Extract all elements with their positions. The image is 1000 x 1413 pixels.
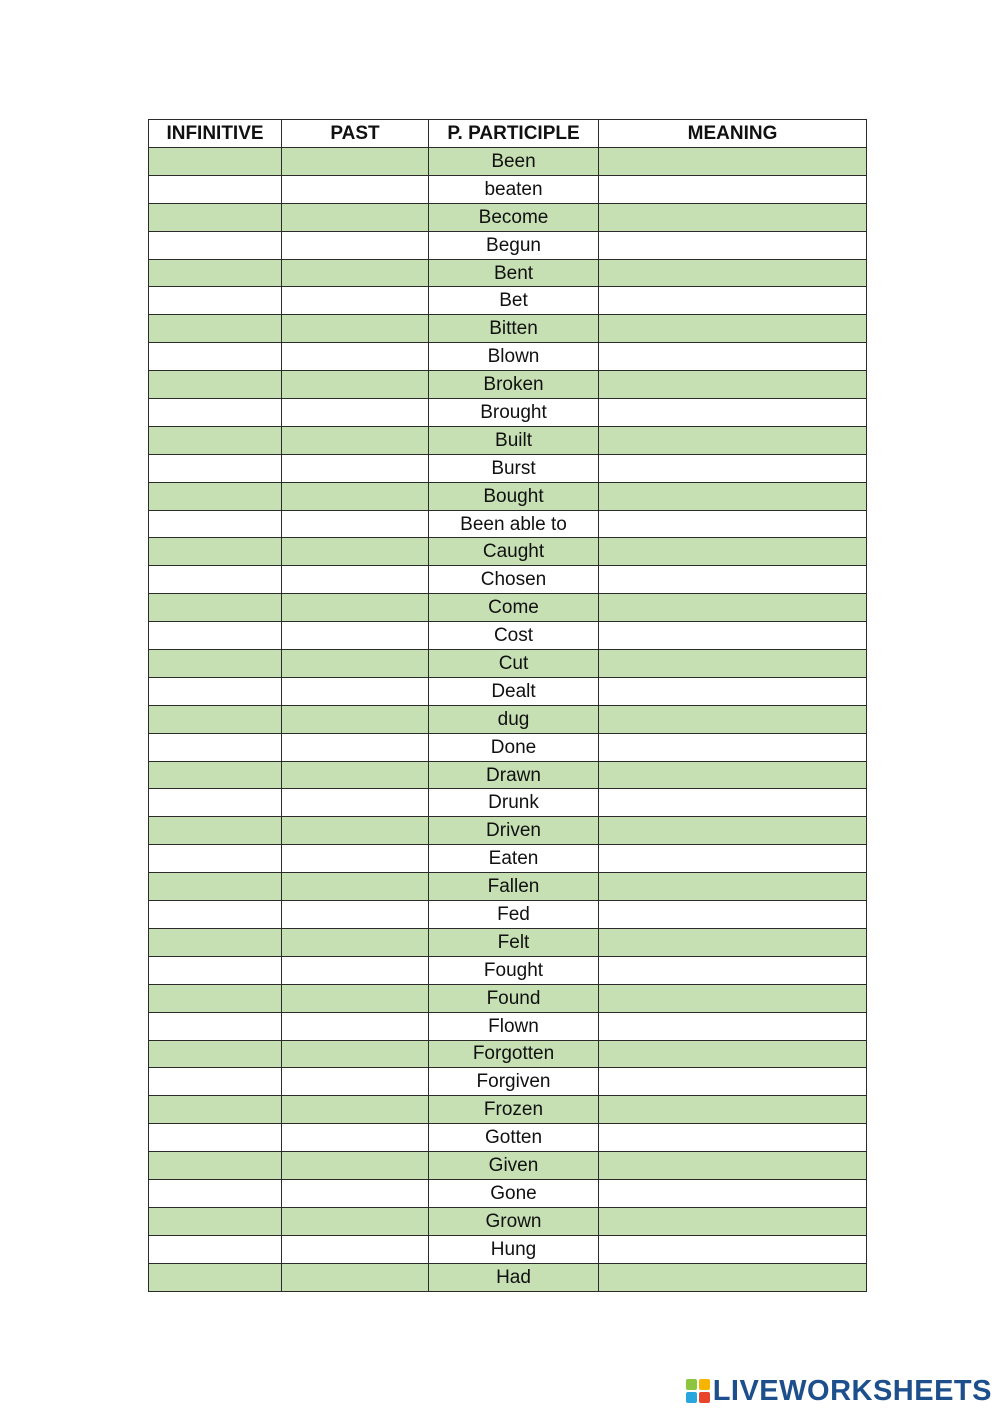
past-cell[interactable] (282, 650, 429, 678)
infinitive-cell[interactable] (149, 705, 282, 733)
past-cell[interactable] (282, 566, 429, 594)
participle-cell: Bought (429, 482, 599, 510)
participle-cell: Cut (429, 650, 599, 678)
brand-name: LIVEWORKSHEETS (712, 1374, 992, 1407)
table-row (149, 1124, 867, 1152)
past-cell[interactable] (282, 231, 429, 259)
participle-cell: Chosen (429, 566, 599, 594)
table-row (149, 1012, 867, 1040)
table-row (149, 1096, 867, 1124)
logo-square-2 (699, 1379, 710, 1390)
past-cell[interactable] (282, 1207, 429, 1235)
meaning-cell[interactable] (599, 733, 867, 761)
participle-cell: Forgiven (429, 1068, 599, 1096)
meaning-cell[interactable] (599, 399, 867, 427)
past-cell[interactable] (282, 287, 429, 315)
past-cell[interactable] (282, 175, 429, 203)
brand-logo (686, 1375, 992, 1407)
participle-cell: Drawn (429, 761, 599, 789)
meaning-cell[interactable] (599, 175, 867, 203)
infinitive-cell[interactable] (149, 482, 282, 510)
infinitive-cell[interactable] (149, 426, 282, 454)
table-row (149, 594, 867, 622)
participle-cell: Cost (429, 622, 599, 650)
meaning-cell[interactable] (599, 287, 867, 315)
table-row (149, 566, 867, 594)
table-row (149, 399, 867, 427)
meaning-cell[interactable] (599, 622, 867, 650)
past-cell[interactable] (282, 399, 429, 427)
infinitive-cell[interactable] (149, 1012, 282, 1040)
participle-cell: Blown (429, 343, 599, 371)
meaning-cell[interactable] (599, 343, 867, 371)
table-row (149, 231, 867, 259)
table-row (149, 677, 867, 705)
meaning-cell[interactable] (599, 510, 867, 538)
participle-cell: Been able to (429, 510, 599, 538)
past-cell[interactable] (282, 538, 429, 566)
meaning-cell[interactable] (599, 1068, 867, 1096)
infinitive-cell[interactable] (149, 231, 282, 259)
infinitive-cell[interactable] (149, 650, 282, 678)
participle-cell: beaten (429, 175, 599, 203)
past-cell[interactable] (282, 1179, 429, 1207)
table-row (149, 622, 867, 650)
table-row (149, 873, 867, 901)
meaning-cell[interactable] (599, 1179, 867, 1207)
participle-cell: Drunk (429, 789, 599, 817)
past-cell[interactable] (282, 594, 429, 622)
participle-cell: Eaten (429, 845, 599, 873)
past-cell[interactable] (282, 817, 429, 845)
header-infinitive: INFINITIVE (149, 120, 282, 148)
infinitive-cell[interactable] (149, 1124, 282, 1152)
table-row (149, 259, 867, 287)
past-cell[interactable] (282, 1012, 429, 1040)
infinitive-cell[interactable] (149, 789, 282, 817)
participle-cell: Burst (429, 454, 599, 482)
past-cell[interactable] (282, 984, 429, 1012)
infinitive-cell[interactable] (149, 538, 282, 566)
irregular-verbs-table (148, 119, 867, 1292)
table-row (149, 789, 867, 817)
table-row (149, 984, 867, 1012)
participle-cell: Grown (429, 1207, 599, 1235)
past-cell[interactable] (282, 1096, 429, 1124)
meaning-cell[interactable] (599, 928, 867, 956)
table-row (149, 1235, 867, 1263)
meaning-cell[interactable] (599, 845, 867, 873)
past-cell[interactable] (282, 203, 429, 231)
past-cell[interactable] (282, 761, 429, 789)
infinitive-cell[interactable] (149, 566, 282, 594)
participle-cell: Fought (429, 956, 599, 984)
table-row (149, 203, 867, 231)
logo-square-1 (686, 1379, 697, 1390)
table-row (149, 956, 867, 984)
meaning-cell[interactable] (599, 482, 867, 510)
participle-cell: Found (429, 984, 599, 1012)
past-cell[interactable] (282, 677, 429, 705)
meaning-cell[interactable] (599, 817, 867, 845)
infinitive-cell[interactable] (149, 1179, 282, 1207)
meaning-cell[interactable] (599, 594, 867, 622)
participle-cell: Felt (429, 928, 599, 956)
infinitive-cell[interactable] (149, 343, 282, 371)
infinitive-cell[interactable] (149, 148, 282, 176)
past-cell[interactable] (282, 1040, 429, 1068)
table-row (149, 1152, 867, 1180)
table-row (149, 845, 867, 873)
meaning-cell[interactable] (599, 1152, 867, 1180)
meaning-cell[interactable] (599, 454, 867, 482)
participle-cell: Been (429, 148, 599, 176)
header-past: PAST (282, 120, 429, 148)
table-row (149, 315, 867, 343)
meaning-cell[interactable] (599, 426, 867, 454)
table-row (149, 454, 867, 482)
past-cell[interactable] (282, 315, 429, 343)
past-cell[interactable] (282, 1152, 429, 1180)
participle-cell: Brought (429, 399, 599, 427)
table-row (149, 510, 867, 538)
header-meaning: MEANING (599, 120, 867, 148)
participle-cell: Broken (429, 371, 599, 399)
past-cell[interactable] (282, 259, 429, 287)
participle-cell: dug (429, 705, 599, 733)
meaning-cell[interactable] (599, 1124, 867, 1152)
infinitive-cell[interactable] (149, 956, 282, 984)
table-row (149, 817, 867, 845)
past-cell[interactable] (282, 705, 429, 733)
past-cell[interactable] (282, 873, 429, 901)
meaning-cell[interactable] (599, 566, 867, 594)
table-row (149, 1179, 867, 1207)
participle-cell: Begun (429, 231, 599, 259)
meaning-cell[interactable] (599, 650, 867, 678)
meaning-cell[interactable] (599, 148, 867, 176)
table-row (149, 482, 867, 510)
infinitive-cell[interactable] (149, 733, 282, 761)
infinitive-cell[interactable] (149, 1235, 282, 1263)
participle-cell: Flown (429, 1012, 599, 1040)
meaning-cell[interactable] (599, 956, 867, 984)
table-row (149, 901, 867, 929)
infinitive-cell[interactable] (149, 1263, 282, 1291)
meaning-cell[interactable] (599, 1235, 867, 1263)
infinitive-cell[interactable] (149, 873, 282, 901)
table-row (149, 343, 867, 371)
past-cell[interactable] (282, 1068, 429, 1096)
participle-cell: Built (429, 426, 599, 454)
table-row (149, 148, 867, 176)
past-cell[interactable] (282, 343, 429, 371)
logo-square-4 (699, 1392, 710, 1403)
past-cell[interactable] (282, 371, 429, 399)
meaning-cell[interactable] (599, 371, 867, 399)
table-row (149, 1263, 867, 1291)
meaning-cell[interactable] (599, 901, 867, 929)
past-cell[interactable] (282, 956, 429, 984)
past-cell[interactable] (282, 510, 429, 538)
table-row (149, 287, 867, 315)
participle-cell: Bitten (429, 315, 599, 343)
participle-cell: Come (429, 594, 599, 622)
meaning-cell[interactable] (599, 1012, 867, 1040)
participle-cell: Fallen (429, 873, 599, 901)
infinitive-cell[interactable] (149, 928, 282, 956)
participle-cell: Fed (429, 901, 599, 929)
participle-cell: Bent (429, 259, 599, 287)
meaning-cell[interactable] (599, 1207, 867, 1235)
meaning-cell[interactable] (599, 1263, 867, 1291)
table-row (149, 371, 867, 399)
infinitive-cell[interactable] (149, 1152, 282, 1180)
infinitive-cell[interactable] (149, 287, 282, 315)
past-cell[interactable] (282, 622, 429, 650)
meaning-cell[interactable] (599, 1040, 867, 1068)
infinitive-cell[interactable] (149, 1068, 282, 1096)
infinitive-cell[interactable] (149, 1096, 282, 1124)
meaning-cell[interactable] (599, 984, 867, 1012)
participle-cell: Gone (429, 1179, 599, 1207)
meaning-cell[interactable] (599, 761, 867, 789)
participle-cell: Bet (429, 287, 599, 315)
infinitive-cell[interactable] (149, 371, 282, 399)
meaning-cell[interactable] (599, 538, 867, 566)
past-cell[interactable] (282, 482, 429, 510)
infinitive-cell[interactable] (149, 594, 282, 622)
meaning-cell[interactable] (599, 1096, 867, 1124)
past-cell[interactable] (282, 1235, 429, 1263)
meaning-cell[interactable] (599, 231, 867, 259)
participle-cell: Driven (429, 817, 599, 845)
past-cell[interactable] (282, 148, 429, 176)
past-cell[interactable] (282, 1263, 429, 1291)
infinitive-cell[interactable] (149, 315, 282, 343)
infinitive-cell[interactable] (149, 175, 282, 203)
participle-cell: Become (429, 203, 599, 231)
past-cell[interactable] (282, 789, 429, 817)
infinitive-cell[interactable] (149, 399, 282, 427)
participle-cell: Had (429, 1263, 599, 1291)
participle-cell: Dealt (429, 677, 599, 705)
header-participle: P. PARTICIPLE (429, 120, 599, 148)
table-row (149, 426, 867, 454)
infinitive-cell[interactable] (149, 761, 282, 789)
past-cell[interactable] (282, 454, 429, 482)
meaning-cell[interactable] (599, 789, 867, 817)
meaning-cell[interactable] (599, 259, 867, 287)
table-row (149, 650, 867, 678)
infinitive-cell[interactable] (149, 259, 282, 287)
participle-cell: Caught (429, 538, 599, 566)
past-cell[interactable] (282, 845, 429, 873)
meaning-cell[interactable] (599, 677, 867, 705)
infinitive-cell[interactable] (149, 817, 282, 845)
infinitive-cell[interactable] (149, 677, 282, 705)
logo-square-3 (686, 1392, 697, 1403)
table-row (149, 761, 867, 789)
past-cell[interactable] (282, 1124, 429, 1152)
infinitive-cell[interactable] (149, 1207, 282, 1235)
participle-cell: Done (429, 733, 599, 761)
infinitive-cell[interactable] (149, 203, 282, 231)
participle-cell: Given (429, 1152, 599, 1180)
table-row (149, 538, 867, 566)
infinitive-cell[interactable] (149, 454, 282, 482)
meaning-cell[interactable] (599, 705, 867, 733)
infinitive-cell[interactable] (149, 845, 282, 873)
table-header-row (149, 120, 867, 148)
meaning-cell[interactable] (599, 203, 867, 231)
participle-cell: Forgotten (429, 1040, 599, 1068)
meaning-cell[interactable] (599, 873, 867, 901)
participle-cell: Gotten (429, 1124, 599, 1152)
table-row (149, 928, 867, 956)
liveworksheets-logo-icon (686, 1379, 710, 1403)
past-cell[interactable] (282, 901, 429, 929)
table-row (149, 1207, 867, 1235)
infinitive-cell[interactable] (149, 622, 282, 650)
table-row (149, 733, 867, 761)
infinitive-cell[interactable] (149, 984, 282, 1012)
meaning-cell[interactable] (599, 315, 867, 343)
table-row (149, 175, 867, 203)
table-row (149, 705, 867, 733)
infinitive-cell[interactable] (149, 901, 282, 929)
past-cell[interactable] (282, 426, 429, 454)
table-row (149, 1068, 867, 1096)
past-cell[interactable] (282, 733, 429, 761)
participle-cell: Hung (429, 1235, 599, 1263)
infinitive-cell[interactable] (149, 1040, 282, 1068)
table-row (149, 1040, 867, 1068)
infinitive-cell[interactable] (149, 510, 282, 538)
participle-cell: Frozen (429, 1096, 599, 1124)
past-cell[interactable] (282, 928, 429, 956)
